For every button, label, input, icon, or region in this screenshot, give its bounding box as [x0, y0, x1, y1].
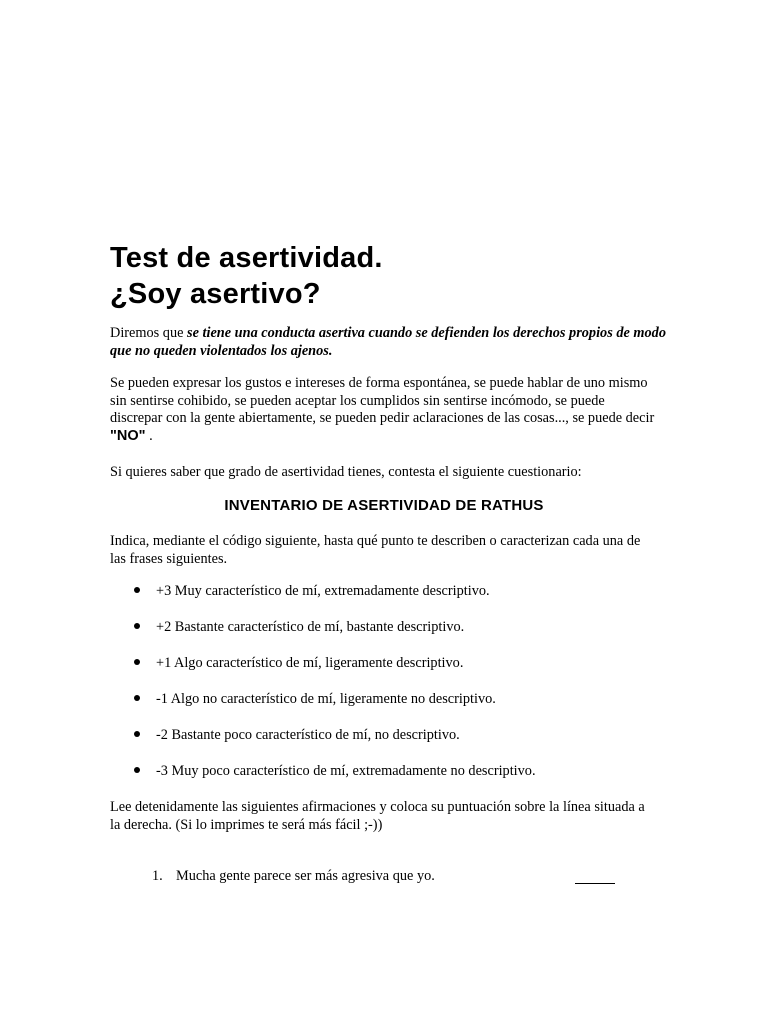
scale-item: [110, 691, 536, 727]
intro-prefix: Diremos que: [110, 325, 188, 341]
question-text: Mucha gente parece ser más agresiva que yo.: [176, 868, 435, 884]
scale-item: [110, 583, 536, 619]
bullet-icon: [134, 587, 140, 593]
section-title: INVENTARIO DE ASERTIVIDAD DE RATHUS: [224, 497, 544, 514]
scale-item-text: -1 Algo no característico de mí, ligeramente no descriptivo.: [156, 691, 496, 707]
scale-item-text: +2 Bastante característico de mí, bastante descriptivo.: [156, 619, 465, 635]
bullet-icon: [134, 623, 140, 629]
title-line-2: ¿Soy asertivo?: [110, 278, 321, 310]
scale-item-text: -3 Muy poco característico de mí, extremadamente no descriptivo.: [156, 763, 536, 779]
scale-list: [110, 583, 536, 799]
bullet-icon: [134, 731, 140, 737]
intro-paragraph: [110, 325, 670, 360]
bullet-icon: [134, 695, 140, 701]
intro-emphasis: se tiene una conducta asertiva cuando se defienden los derechos propios de modo que no queden violentados los ajenos.: [110, 325, 666, 359]
scale-item-text: +3 Muy característico de mí, extremadamente descriptivo.: [156, 583, 490, 599]
bullet-icon: [134, 767, 140, 773]
description-text: Se pueden expresar los gustos e intereses de forma espontánea, se puede hablar de uno mismo sin sentirse cohibido, se pueden aceptar los cumplidos sin sentirse incómodo, se puede discrepar con la gente abiertamente, se pueden pedir aclaraciones de las cosas..., se puede decir: [110, 375, 655, 426]
read-instructions-paragraph: Lee detenidamente las siguientes afirmaciones y coloca su puntuación sobre la línea situada a la derecha. (Si lo imprimes te será más fácil ;-)): [110, 799, 645, 833]
title-line-1: Test de asertividad.: [110, 242, 383, 274]
description-paragraph: [110, 375, 655, 445]
question-item: [152, 868, 622, 888]
instructions-paragraph: Indica, mediante el código siguiente, hasta qué punto te describen o caracterizan cada una de las frases siguientes.: [110, 533, 641, 567]
description-suffix: .: [145, 427, 153, 444]
invitation-paragraph: Si quieres saber que grado de asertividad tienes, contesta el siguiente cuestionario:: [110, 464, 582, 480]
bullet-icon: [134, 659, 140, 665]
scale-item: [110, 763, 536, 799]
scale-item-text: +1 Algo característico de mí, ligeramente descriptivo.: [156, 655, 464, 671]
question-number: 1.: [152, 868, 163, 884]
answer-line[interactable]: [575, 883, 615, 884]
scale-item: [110, 727, 536, 763]
no-word: "NO": [110, 427, 146, 444]
scale-item-text: -2 Bastante poco característico de mí, no descriptivo.: [156, 727, 460, 743]
scale-item: [110, 619, 536, 655]
scale-item: [110, 655, 536, 691]
document-title: [110, 240, 383, 312]
